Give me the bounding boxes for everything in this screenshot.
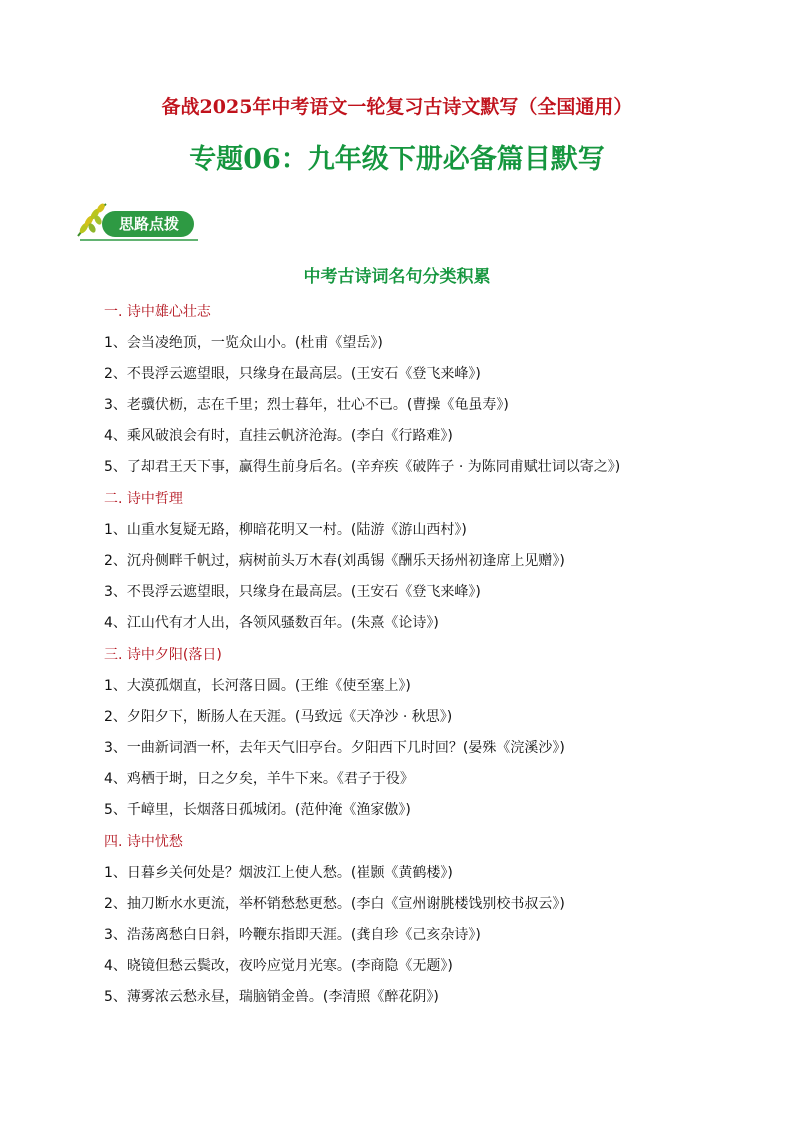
- document-subtitle: 专题06：九年级下册必备篇目默写: [189, 144, 605, 175]
- category-title: 二. 诗中哲理: [104, 491, 183, 507]
- poem-line: 4、江山代有才人出，各领风骚数百年。(朱熹《论诗》): [104, 615, 439, 631]
- section-heading: 中考古诗词名句分类积累: [303, 267, 491, 287]
- poem-line: 1、大漠孤烟直，长河落日圆。(王维《使至塞上》): [104, 678, 411, 694]
- poem-line: 3、一曲新词酒一杯，去年天气旧亭台。夕阳西下几时回？(晏殊《浣溪沙》): [104, 740, 565, 756]
- poem-line: 4、晓镜但愁云鬓改，夜吟应觉月光寒。(李商隐《无题》): [104, 958, 453, 974]
- poem-line: 1、日暮乡关何处是？烟波江上使人愁。(崔颢《黄鹤楼》): [104, 865, 453, 881]
- poem-line: 3、浩荡离愁白日斜，吟鞭东指即天涯。(龚自珍《己亥杂诗》): [104, 927, 481, 943]
- poem-line: 3、不畏浮云遮望眼，只缘身在最高层。(王安石《登飞来峰》): [104, 584, 481, 600]
- category-title: 四. 诗中忧愁: [104, 834, 183, 850]
- document-title: 备战2025年中考语文一轮复习古诗文默写（全国通用）: [161, 96, 633, 118]
- poem-line: 4、乘风破浪会有时，直挂云帆济沧海。(李白《行路难》): [104, 428, 453, 444]
- poem-line: 5、了却君王天下事，赢得生前身后名。(辛弃疾《破阵子 · 为陈同甫赋壮词以寄之》): [104, 459, 621, 475]
- badge-label: 思路点拨: [118, 215, 179, 233]
- poem-line: 2、不畏浮云遮望眼，只缘身在最高层。(王安石《登飞来峰》): [104, 366, 481, 382]
- category-title: 三. 诗中夕阳(落日): [104, 647, 222, 663]
- section-badge: [72, 198, 202, 242]
- poem-line: 4、鸡栖于埘，日之夕矣，羊牛下来。《君子于役》: [104, 771, 414, 787]
- poem-line: 5、薄雾浓云愁永昼，瑞脑销金兽。(李清照《醉花阴》): [104, 989, 439, 1005]
- poem-line: 3、老骥伏枥，志在千里；烈士暮年，壮心不已。(曹操《龟虽寿》): [104, 397, 509, 413]
- poem-categories: [104, 296, 744, 1013]
- poem-line: 1、会当凌绝顶，一览众山小。(杜甫《望岳》): [104, 335, 383, 351]
- poem-line: 1、山重水复疑无路，柳暗花明又一村。(陆游《游山西村》): [104, 522, 467, 538]
- category-title: 一. 诗中雄心壮志: [104, 304, 211, 320]
- poem-line: 2、沉舟侧畔千帆过，病树前头万木春(刘禹锡《酬乐天扬州初逢席上见赠》): [104, 553, 565, 569]
- poem-line: 2、夕阳夕下，断肠人在天涯。(马致远《天净沙 · 秋思》): [104, 709, 453, 725]
- poem-line: 5、千嶂里，长烟落日孤城闭。(范仲淹《渔家傲》): [104, 802, 411, 818]
- poem-line: 2、抽刀断水水更流，举杯销愁愁更愁。(李白《宣州谢朓楼饯别校书叔云》): [104, 896, 565, 912]
